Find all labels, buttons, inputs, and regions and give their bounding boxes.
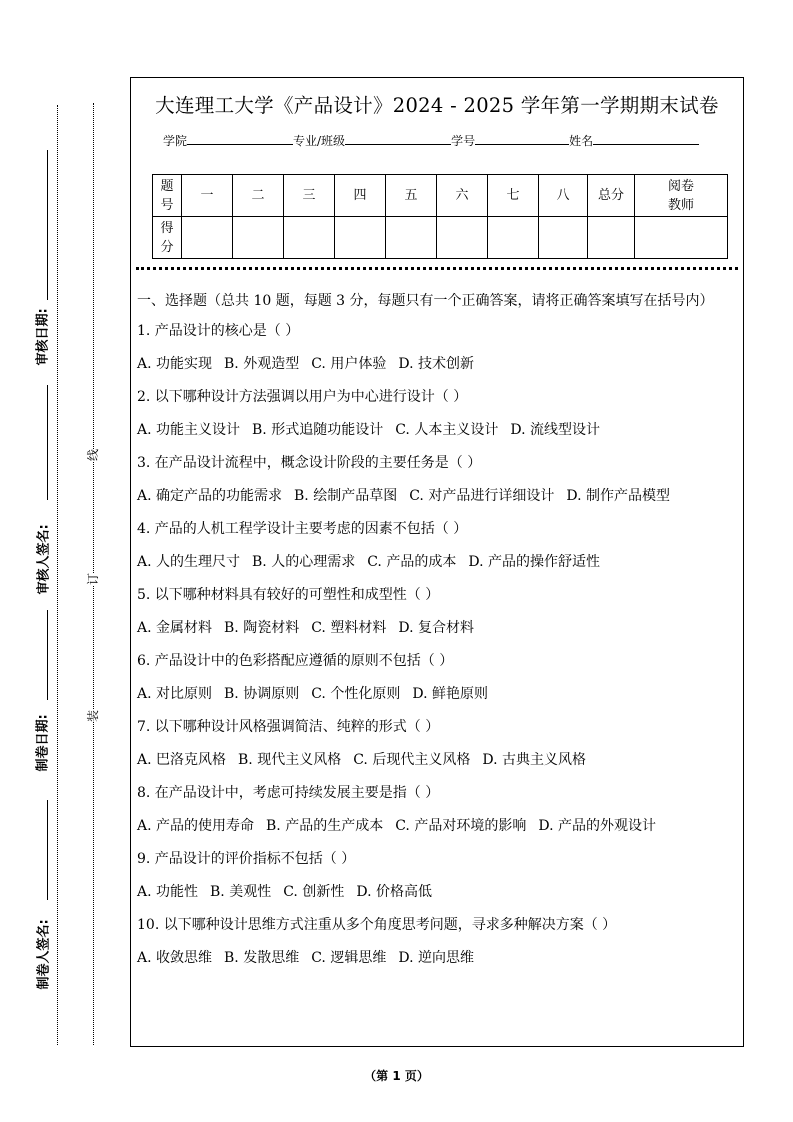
- score-col-header: 三: [284, 175, 335, 217]
- score-col-header: 四: [335, 175, 386, 217]
- option: D. 产品的外观设计: [538, 818, 656, 834]
- option: D. 制作产品模型: [566, 488, 670, 504]
- question-text: 8. 在产品设计中，考虑可持续发展主要是指（ ）: [137, 785, 440, 801]
- review-date-label: 审核日期:: [35, 308, 51, 366]
- make-date-label: 制卷日期:: [35, 714, 51, 772]
- option: D. 鲜艳原则: [412, 686, 488, 702]
- option: B. 人的心理需求: [252, 554, 356, 570]
- question-block: [137, 386, 737, 441]
- option: B. 协调原则: [224, 686, 300, 702]
- option: C. 用户体验: [311, 356, 387, 372]
- score-col-header: 五: [386, 175, 437, 217]
- student-id-label: 学号: [451, 134, 476, 148]
- score-col-header: 七: [488, 175, 539, 217]
- option: A. 对比原则: [137, 686, 213, 702]
- option: C. 后现代主义风格: [353, 752, 471, 768]
- question-block: [137, 914, 737, 969]
- student-id-blank[interactable]: [475, 132, 569, 145]
- score-table-header-row: [153, 175, 728, 217]
- option: B. 形式追随功能设计: [252, 422, 384, 438]
- question-options: [137, 815, 737, 837]
- major-class-blank[interactable]: [345, 132, 451, 145]
- score-table-score-row: [153, 217, 728, 259]
- option: D. 逆向思维: [398, 950, 474, 966]
- score-cell[interactable]: [488, 217, 539, 259]
- question-text: 9. 产品设计的评价指标不包括（ ）: [137, 851, 356, 867]
- question-block: [137, 716, 737, 771]
- reviewer-sign-label: 审核人签名:: [36, 524, 52, 595]
- option: B. 绘制产品草图: [294, 488, 398, 504]
- binding-char-bind: 订: [86, 572, 101, 586]
- option: C. 创新性: [283, 884, 345, 900]
- option: A. 功能主义设计: [137, 422, 241, 438]
- score-cell-total[interactable]: [588, 217, 635, 259]
- score-col-header: 八: [539, 175, 588, 217]
- option: B. 陶瓷材料: [224, 620, 300, 636]
- question-block: [137, 650, 737, 705]
- option: A. 收敛思维: [137, 950, 213, 966]
- score-cell[interactable]: [182, 217, 233, 259]
- college-blank[interactable]: [187, 132, 293, 145]
- option: C. 逻辑思维: [311, 950, 387, 966]
- name-blank[interactable]: [593, 132, 699, 145]
- score-table: [152, 174, 728, 259]
- score-col-header: 二: [233, 175, 284, 217]
- question-options: [137, 881, 737, 903]
- option: B. 发散思维: [224, 950, 300, 966]
- question-options: [137, 419, 737, 441]
- option: A. 功能实现: [137, 356, 213, 372]
- option: D. 技术创新: [398, 356, 474, 372]
- exam-title: 大连理工大学《产品设计》2024 - 2025 学年第一学期期末试卷: [155, 94, 719, 117]
- option: C. 对产品进行详细设计: [409, 488, 555, 504]
- question-block: [137, 320, 737, 375]
- question-options: [137, 683, 737, 705]
- option: A. 功能性: [137, 884, 199, 900]
- score-row-header-number: 题 号: [153, 175, 182, 217]
- score-col-header: 一: [182, 175, 233, 217]
- question-block: [137, 848, 737, 903]
- maker-sign-line: [47, 800, 48, 900]
- outer-dotted-line: [57, 105, 58, 1045]
- option: A. 巴洛克风格: [137, 752, 227, 768]
- question-block: [137, 452, 737, 507]
- binding-char-line: 线: [86, 448, 101, 462]
- major-class-label: 专业/班级: [293, 134, 346, 148]
- make-date-line: [47, 610, 48, 700]
- question-options: [137, 353, 737, 375]
- question-text: 4. 产品的人机工程学设计主要考虑的因素不包括（ ）: [137, 521, 468, 537]
- score-cell[interactable]: [284, 217, 335, 259]
- score-cell[interactable]: [386, 217, 437, 259]
- score-cell[interactable]: [539, 217, 588, 259]
- option: B. 产品的生产成本: [266, 818, 384, 834]
- question-text: 1. 产品设计的核心是（ ）: [137, 323, 300, 339]
- option: A. 确定产品的功能需求: [137, 488, 283, 504]
- maker-sign-label: 制卷人签名:: [36, 919, 52, 990]
- question-options: [137, 485, 737, 507]
- name-label: 姓名: [569, 134, 594, 148]
- question-block: [137, 518, 737, 573]
- page-number: （第 1 页）: [364, 1069, 429, 1083]
- score-col-header-grader: 阅卷 教师: [635, 175, 728, 217]
- option: D. 流线型设计: [510, 422, 600, 438]
- binding-char-pack: 装: [86, 709, 101, 723]
- section-title: 一、选择题（总共 10 题，每题 3 分，每题只有一个正确答案，请将正确答案填写在括号内）: [137, 293, 714, 309]
- option: B. 外观造型: [224, 356, 300, 372]
- question-block: [137, 782, 737, 837]
- reviewer-sign-line: [47, 385, 48, 500]
- option: D. 古典主义风格: [482, 752, 586, 768]
- score-cell[interactable]: [437, 217, 488, 259]
- option: A. 金属材料: [137, 620, 213, 636]
- score-cell[interactable]: [335, 217, 386, 259]
- option: A. 产品的使用寿命: [137, 818, 255, 834]
- question-options: [137, 749, 737, 771]
- score-cell-grader[interactable]: [635, 217, 728, 259]
- question-text: 7. 以下哪种设计风格强调简洁、纯粹的形式（ ）: [137, 719, 440, 735]
- exam-frame: [130, 77, 744, 1047]
- review-date-line: [47, 150, 48, 300]
- option: C. 个性化原则: [311, 686, 401, 702]
- score-col-header: 六: [437, 175, 488, 217]
- option: C. 人本主义设计: [395, 422, 499, 438]
- question-text: 6. 产品设计中的色彩搭配应遵循的原则不包括（ ）: [137, 653, 454, 669]
- question-text: 5. 以下哪种材料具有较好的可塑性和成型性（ ）: [137, 587, 440, 603]
- option: C. 产品的成本: [367, 554, 457, 570]
- question-options: [137, 551, 737, 573]
- question-content: [137, 290, 737, 969]
- option: C. 产品对环境的影响: [395, 818, 527, 834]
- question-text: 10. 以下哪种设计思维方式注重从多个角度思考问题，寻求多种解决方案（ ）: [137, 917, 617, 933]
- option: D. 复合材料: [398, 620, 474, 636]
- question-text: 3. 在产品设计流程中，概念设计阶段的主要任务是（ ）: [137, 455, 482, 471]
- question-options: [137, 617, 737, 639]
- score-cell[interactable]: [233, 217, 284, 259]
- option: C. 塑料材料: [311, 620, 387, 636]
- question-block: [137, 584, 737, 639]
- option: A. 人的生理尺寸: [137, 554, 241, 570]
- option: D. 产品的操作舒适性: [468, 554, 600, 570]
- student-info-row: [163, 132, 699, 149]
- option: B. 现代主义风格: [238, 752, 342, 768]
- dotted-separator: [136, 267, 738, 270]
- question-text: 2. 以下哪种设计方法强调以用户为中心进行设计（ ）: [137, 389, 468, 405]
- score-col-header-total: 总分: [588, 175, 635, 217]
- option: B. 美观性: [210, 884, 272, 900]
- score-row-header-score: 得 分: [153, 217, 182, 259]
- option: D. 价格高低: [356, 884, 432, 900]
- college-label: 学院: [163, 134, 188, 148]
- question-options: [137, 947, 737, 969]
